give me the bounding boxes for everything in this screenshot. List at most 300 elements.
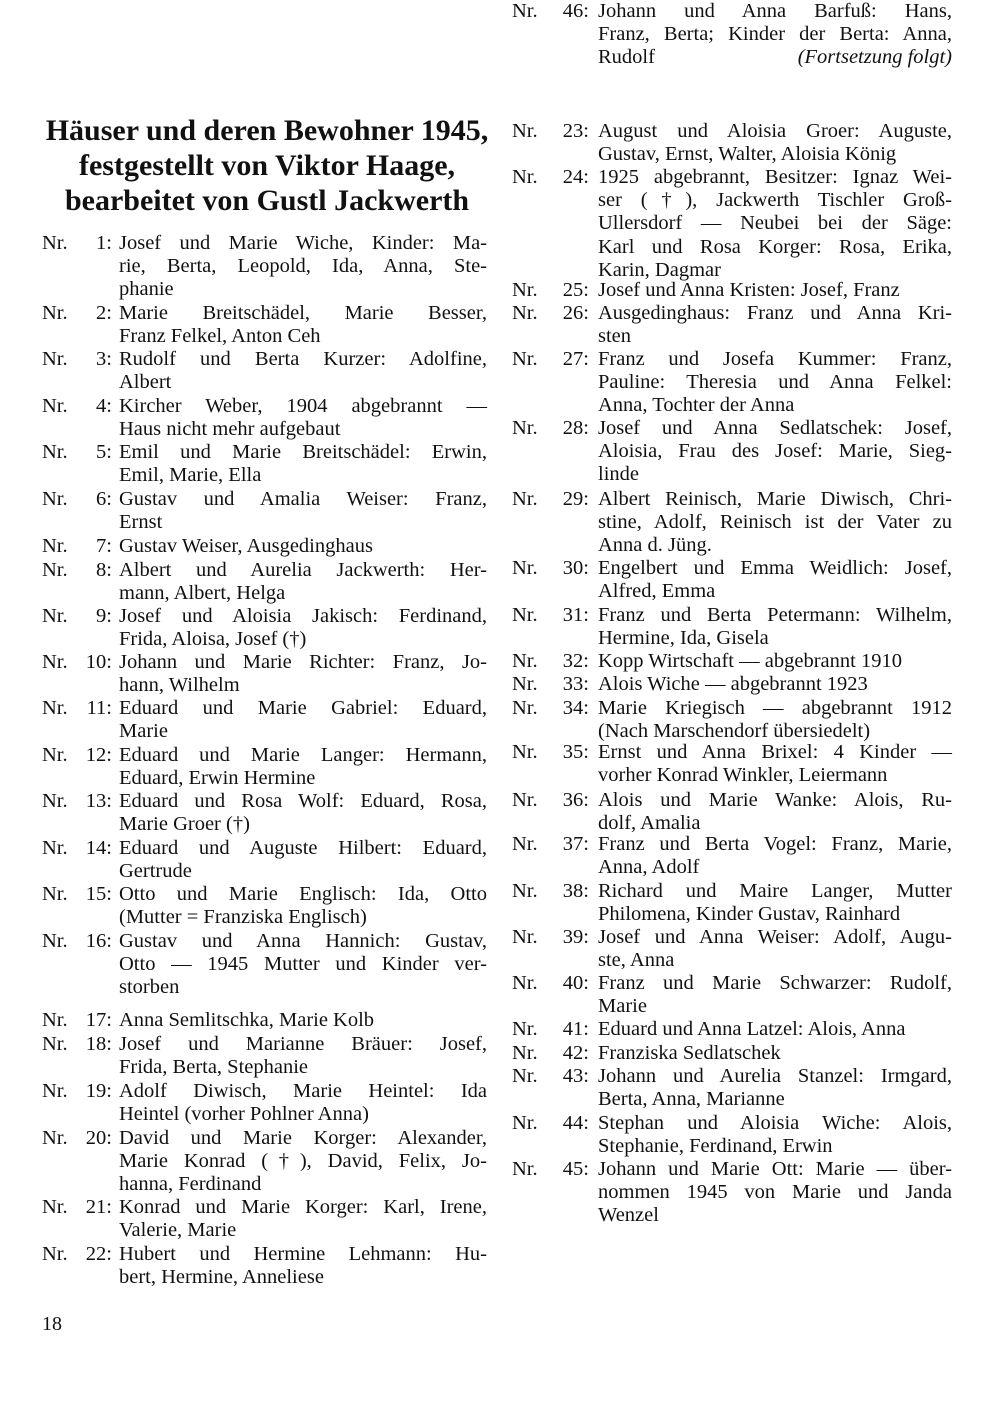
entry-house-number: 32:	[562, 650, 589, 672]
entry-line: storben	[119, 976, 180, 999]
entry-line: Eduard und Anna Latzel: Alois, Anna	[598, 1018, 906, 1040]
entry-house-number: 23:	[562, 120, 589, 142]
entry-house-number: 30:	[562, 557, 589, 579]
entry-line: Albert und Aurelia Jackwerth: Her-	[119, 559, 487, 581]
entry-house-number: 40:	[562, 972, 589, 994]
entry-line: Franziska Sedlatschek	[598, 1042, 781, 1064]
entry-number	[42, 1080, 112, 1126]
entry-line: Franz und Berta Vogel: Franz, Marie,	[598, 833, 952, 855]
entry-house-number: 34:	[562, 697, 589, 719]
entry-number	[42, 395, 112, 441]
entry-nr-label: Nr.	[42, 559, 68, 581]
page-title	[42, 113, 492, 218]
entry-line: Rudolf und Berta Kurzer: Adolfine,	[119, 348, 487, 370]
entry-text	[589, 348, 952, 418]
entry-line: ste, Anna	[598, 949, 675, 972]
entry-number	[42, 1033, 112, 1079]
list-item	[512, 1018, 952, 1041]
entry-line: Valerie, Marie	[119, 1219, 237, 1242]
list-item	[512, 972, 952, 1018]
entry-house-number: 10:	[85, 651, 112, 673]
entry-text	[112, 232, 487, 302]
entry-nr-label: Nr.	[512, 789, 538, 811]
entry-text	[589, 604, 952, 650]
list-item	[512, 0, 952, 70]
list-item	[42, 535, 487, 558]
entry-nr-label: Nr.	[42, 605, 68, 627]
entry-number	[42, 348, 112, 394]
entry-house-number: 46:	[562, 0, 589, 22]
entry-text	[112, 1080, 487, 1126]
entry-text	[112, 395, 487, 441]
page-number: 18	[42, 1313, 62, 1335]
entry-line: Eduard und Rosa Wolf: Eduard, Rosa,	[119, 790, 487, 812]
entry-number	[42, 790, 112, 836]
entry-nr-label: Nr.	[42, 348, 68, 370]
entry-line: (Mutter = Franziska Englisch)	[119, 906, 367, 929]
entry-line: Eduard und Marie Gabriel: Eduard,	[119, 697, 487, 719]
entry-text	[589, 302, 952, 348]
entry-number	[512, 741, 589, 787]
entry-line: Heintel (vorher Pohlner Anna)	[119, 1103, 369, 1126]
entry-line: Franz und Josefa Kummer: Franz,	[598, 348, 952, 370]
entry-house-number: 21:	[85, 1196, 112, 1218]
list-item	[512, 302, 952, 348]
entry-line: Ausgedinghaus: Franz und Anna Kri-	[598, 302, 952, 324]
entry-line: Josef und Anna Kristen: Josef, Franz	[598, 279, 900, 301]
entry-text	[589, 417, 952, 487]
entry-line: Stephan und Aloisia Wiche: Alois,	[598, 1112, 952, 1134]
entry-text	[112, 348, 487, 394]
entry-line: Gustav und Anna Hannich: Gustav,	[119, 930, 487, 952]
entry-house-number: 4:	[96, 395, 112, 417]
entry-line: Emil, Marie, Ella	[119, 464, 262, 487]
entry-text	[589, 741, 952, 787]
continuation-note: (Fortsetzung folgt)	[797, 46, 952, 69]
entry-line: Franz und Marie Schwarzer: Rudolf,	[598, 972, 952, 994]
entry-house-number: 20:	[85, 1127, 112, 1149]
list-item	[512, 741, 952, 787]
entry-nr-label: Nr.	[512, 972, 538, 994]
entry-number	[512, 120, 589, 166]
entry-line: 1925 abgebrannt, Besitzer: Ignaz Wei-	[598, 166, 952, 188]
entry-number	[512, 972, 589, 1018]
entry-nr-label: Nr.	[42, 1080, 68, 1102]
entry-line: Franz, Berta; Kinder der Berta: Anna,	[598, 23, 952, 46]
entry-house-number: 14:	[85, 837, 112, 859]
entry-house-number: 37:	[562, 833, 589, 855]
entry-line: Alfred, Emma	[598, 580, 716, 603]
entry-line: Johann und Aurelia Stanzel: Irmgard,	[598, 1065, 952, 1087]
entry-text	[589, 926, 952, 972]
entry-line: Josef und Marie Wiche, Kinder: Ma-	[119, 232, 487, 254]
entry-line: Eduard, Erwin Hermine	[119, 767, 316, 790]
entry-house-number: 41:	[562, 1018, 589, 1040]
list-item	[42, 1009, 487, 1032]
entry-house-number: 18:	[85, 1033, 112, 1055]
entry-line: Frida, Berta, Stephanie	[119, 1056, 309, 1079]
entry-number	[512, 417, 589, 487]
list-item	[42, 1127, 487, 1197]
entry-line: Marie Kriegisch — abgebrannt 1912	[598, 697, 952, 719]
list-item	[512, 1112, 952, 1158]
entry-number	[42, 535, 112, 558]
entry-house-number: 39:	[562, 926, 589, 948]
list-item	[42, 1196, 487, 1242]
entry-text	[589, 650, 952, 673]
entry-line: Karl und Rosa Korger: Rosa, Erika,	[598, 235, 952, 258]
entry-line: Kircher Weber, 1904 abgebrannt —	[119, 395, 487, 417]
entry-number	[42, 1196, 112, 1242]
entry-line: Aloisia, Frau des Josef: Marie, Sieg-	[598, 440, 952, 463]
entry-line: (Nach Marschendorf übersiedelt)	[598, 720, 871, 743]
entry-text	[112, 837, 487, 883]
entry-house-number: 3:	[96, 348, 112, 370]
entry-line: Hubert und Hermine Lehmann: Hu-	[119, 1243, 487, 1265]
entry-nr-label: Nr.	[42, 883, 68, 905]
entry-line: Johann und Marie Richter: Franz, Jo-	[119, 651, 487, 673]
entry-line: Marie	[598, 995, 647, 1018]
entry-nr-label: Nr.	[512, 741, 538, 763]
entry-nr-label: Nr.	[42, 930, 68, 952]
entry-text	[112, 883, 487, 929]
entry-line: Ullersdorf — Neubei bei der Säge:	[598, 212, 952, 235]
entry-line: Eduard und Marie Langer: Hermann,	[119, 744, 487, 766]
list-item	[42, 302, 487, 348]
entry-line: Franz Felkel, Anton Ceh	[119, 325, 321, 348]
entry-text	[112, 302, 487, 348]
entry-line: Rudolf	[598, 46, 655, 69]
entry-house-number: 36:	[562, 789, 589, 811]
entry-text	[112, 441, 487, 487]
list-item	[512, 1158, 952, 1228]
entry-house-number: 24:	[562, 166, 589, 188]
entry-line: Anna Semlitschka, Marie Kolb	[119, 1009, 375, 1031]
entry-text	[589, 557, 952, 603]
entry-text	[112, 535, 487, 558]
entry-line: Franz und Berta Petermann: Wilhelm,	[598, 604, 952, 626]
entry-line: phanie	[119, 278, 174, 301]
entry-number	[512, 1018, 589, 1041]
entry-nr-label: Nr.	[42, 837, 68, 859]
entry-line: Josef und Anna Sedlatschek: Josef,	[598, 417, 952, 439]
entry-text	[589, 166, 952, 282]
entry-number	[42, 744, 112, 790]
entry-nr-label: Nr.	[42, 1196, 68, 1218]
entry-text	[112, 559, 487, 605]
entry-number	[42, 488, 112, 534]
entry-house-number: 15:	[85, 883, 112, 905]
entry-nr-label: Nr.	[42, 395, 68, 417]
entry-number	[42, 930, 112, 1000]
list-item	[42, 837, 487, 883]
entry-line: Josef und Anna Weiser: Adolf, Augu-	[598, 926, 952, 948]
entry-line: Frida, Aloisa, Josef (†)	[119, 628, 307, 651]
entry-text	[589, 1042, 952, 1065]
entry-number	[512, 302, 589, 348]
entry-line: Gustav, Ernst, Walter, Aloisia König	[598, 143, 897, 166]
entry-house-number: 17:	[85, 1009, 112, 1031]
list-item	[42, 232, 487, 302]
entry-line: Haus nicht mehr aufgebaut	[119, 418, 341, 441]
entry-line: Alois Wiche — abgebrannt 1923	[598, 673, 868, 695]
entry-nr-label: Nr.	[512, 120, 538, 142]
entry-line: August und Aloisia Groer: Auguste,	[598, 120, 952, 142]
entry-line: Philomena, Kinder Gustav, Rainhard	[598, 903, 901, 926]
entry-line: Stephanie, Ferdinand, Erwin	[598, 1135, 833, 1158]
list-item	[42, 605, 487, 651]
entry-text	[112, 605, 487, 651]
entry-number	[512, 650, 589, 673]
entry-line: Adolf Diwisch, Marie Heintel: Ida	[119, 1080, 487, 1102]
entry-text	[112, 1196, 487, 1242]
entry-line: Emil und Marie Breitschädel: Erwin,	[119, 441, 487, 463]
entry-line: mann, Albert, Helga	[119, 582, 286, 605]
entry-nr-label: Nr.	[512, 0, 538, 22]
entry-number	[42, 232, 112, 302]
entry-number	[512, 1112, 589, 1158]
entry-text	[112, 1127, 487, 1197]
entry-house-number: 31:	[562, 604, 589, 626]
entry-line: vorher Konrad Winkler, Leiermann	[598, 764, 888, 787]
entry-house-number: 43:	[562, 1065, 589, 1087]
entry-house-number: 38:	[562, 880, 589, 902]
list-item	[512, 880, 952, 926]
list-item	[42, 883, 487, 929]
list-item	[512, 279, 952, 302]
entry-house-number: 1:	[96, 232, 112, 254]
entry-line: Hermine, Ida, Gisela	[598, 627, 769, 650]
entry-house-number: 25:	[562, 279, 589, 301]
entry-line: Marie Groer (†)	[119, 813, 250, 836]
entry-text	[112, 488, 487, 534]
entry-number	[42, 837, 112, 883]
entry-line: Albert	[119, 371, 172, 394]
entry-house-number: 16:	[85, 930, 112, 952]
entry-nr-label: Nr.	[42, 488, 68, 510]
entry-number	[512, 697, 589, 743]
entry-nr-label: Nr.	[512, 166, 538, 188]
entry-nr-label: Nr.	[512, 673, 538, 695]
entry-house-number: 8:	[96, 559, 112, 581]
list-item	[512, 673, 952, 696]
entry-house-number: 13:	[85, 790, 112, 812]
entry-nr-label: Nr.	[512, 697, 538, 719]
list-item	[42, 1243, 487, 1289]
entry-line: Johann und Marie Ott: Marie — über-	[598, 1158, 952, 1180]
entry-house-number: 29:	[562, 488, 589, 510]
entry-nr-label: Nr.	[42, 302, 68, 324]
entry-nr-label: Nr.	[512, 926, 538, 948]
list-item	[42, 488, 487, 534]
entry-line: Marie Breitschädel, Marie Besser,	[119, 302, 487, 324]
entry-house-number: 11:	[86, 697, 112, 719]
entry-nr-label: Nr.	[512, 1065, 538, 1087]
entry-house-number: 27:	[562, 348, 589, 370]
list-item	[42, 651, 487, 697]
entry-line: linde	[598, 463, 639, 486]
entry-house-number: 22:	[85, 1243, 112, 1265]
entry-text	[112, 697, 487, 743]
entry-nr-label: Nr.	[42, 1033, 68, 1055]
entry-house-number: 19:	[85, 1080, 112, 1102]
list-item	[512, 926, 952, 972]
entry-line: Kopp Wirtschaft — abgebrannt 1910	[598, 650, 902, 672]
entry-line: Eduard und Auguste Hilbert: Eduard,	[119, 837, 487, 859]
entry-text	[112, 1243, 487, 1289]
entry-line: Alois und Marie Wanke: Alois, Ru-	[598, 789, 952, 811]
entry-line: Otto — 1945 Mutter und Kinder ver-	[119, 953, 487, 976]
entry-number	[512, 1065, 589, 1111]
entry-text	[589, 880, 952, 926]
entry-number	[512, 0, 589, 70]
entry-nr-label: Nr.	[512, 1112, 538, 1134]
entry-text	[589, 1018, 952, 1041]
entry-nr-label: Nr.	[512, 279, 538, 301]
entry-house-number: 12:	[85, 744, 112, 766]
entry-nr-label: Nr.	[512, 417, 538, 439]
title-line-3: bearbeitet von Gustl Jackwerth	[64, 184, 470, 217]
entry-line: Gertrude	[119, 860, 192, 883]
entry-line: Josef und Marianne Bräuer: Josef,	[119, 1033, 487, 1055]
entry-nr-label: Nr.	[42, 697, 68, 719]
entry-number	[512, 673, 589, 696]
entry-line: sten	[598, 325, 632, 348]
entry-nr-label: Nr.	[42, 744, 68, 766]
entry-number	[512, 1042, 589, 1065]
entry-line: Pauline: Theresia und Anna Felkel:	[598, 371, 952, 394]
list-item	[512, 650, 952, 673]
list-item	[42, 790, 487, 836]
list-item	[512, 348, 952, 418]
entry-line: stine, Adolf, Reinisch ist der Vater zu	[598, 511, 952, 534]
entry-number	[512, 1158, 589, 1228]
entry-text	[589, 697, 952, 743]
entry-house-number: 42:	[562, 1042, 589, 1064]
entry-line: David und Marie Korger: Alexander,	[119, 1127, 487, 1149]
entry-number	[42, 697, 112, 743]
entry-house-number: 26:	[562, 302, 589, 324]
entry-line: Richard und Maire Langer, Mutter	[598, 880, 952, 902]
entry-number	[42, 651, 112, 697]
entry-line: Berta, Anna, Marianne	[598, 1088, 785, 1111]
entry-house-number: 9:	[96, 605, 112, 627]
entry-number	[42, 559, 112, 605]
list-item	[512, 1042, 952, 1065]
entry-nr-label: Nr.	[512, 488, 538, 510]
entry-house-number: 35:	[562, 741, 589, 763]
list-item	[512, 697, 952, 743]
entry-nr-label: Nr.	[512, 557, 538, 579]
list-item	[512, 488, 952, 558]
entry-number	[512, 880, 589, 926]
entry-line: Gustav und Amalia Weiser: Franz,	[119, 488, 487, 510]
entry-line: hann, Wilhelm	[119, 674, 240, 697]
entry-number	[512, 348, 589, 418]
list-item	[42, 930, 487, 1000]
list-item	[42, 744, 487, 790]
list-item	[512, 166, 952, 282]
entry-line: Johann und Anna Barfuß: Hans,	[598, 0, 952, 22]
list-item	[512, 120, 952, 166]
entry-line: rie, Berta, Leopold, Ida, Anna, Ste-	[119, 255, 487, 278]
list-item	[512, 557, 952, 603]
entry-line-with-note	[598, 46, 952, 69]
entry-house-number: 7:	[96, 535, 112, 557]
entry-line: Anna, Tochter der Anna	[598, 394, 795, 417]
entry-line: dolf, Amalia	[598, 812, 701, 835]
entry-line: Marie	[119, 720, 168, 743]
entry-house-number: 6:	[96, 488, 112, 510]
list-item	[42, 1080, 487, 1126]
entry-line: Anna, Adolf	[598, 856, 700, 879]
entry-nr-label: Nr.	[42, 1243, 68, 1265]
entry-line: Gustav Weiser, Ausgedinghaus	[119, 535, 373, 557]
entry-text	[589, 673, 952, 696]
entry-text	[589, 789, 952, 835]
entry-text	[589, 120, 952, 166]
entry-house-number: 33:	[562, 673, 589, 695]
entry-line: Ernst und Anna Brixel: 4 Kinder —	[598, 741, 952, 763]
entry-text	[589, 972, 952, 1018]
entry-number	[512, 488, 589, 558]
entry-line: Albert Reinisch, Marie Diwisch, Chri-	[598, 488, 952, 510]
list-item	[42, 1033, 487, 1079]
entry-text	[112, 1033, 487, 1079]
entry-nr-label: Nr.	[42, 1009, 68, 1031]
list-item	[42, 697, 487, 743]
entry-text	[589, 279, 952, 302]
entry-number	[512, 926, 589, 972]
entry-nr-label: Nr.	[42, 535, 68, 557]
entry-house-number: 5:	[96, 441, 112, 463]
entry-nr-label: Nr.	[42, 232, 68, 254]
entry-number	[42, 1127, 112, 1197]
entry-number	[512, 604, 589, 650]
entry-nr-label: Nr.	[512, 833, 538, 855]
list-item	[512, 1065, 952, 1111]
entry-text	[112, 744, 487, 790]
entry-number	[512, 557, 589, 603]
title-line-2: festgestellt von Viktor Haage,	[78, 149, 456, 182]
entry-nr-label: Nr.	[42, 790, 68, 812]
entry-number	[42, 605, 112, 651]
list-item	[42, 348, 487, 394]
entry-line: Konrad und Marie Korger: Karl, Irene,	[119, 1196, 487, 1218]
entry-line: Ernst	[119, 511, 163, 534]
entry-nr-label: Nr.	[42, 441, 68, 463]
entry-number	[42, 1243, 112, 1289]
entry-text	[589, 1112, 952, 1158]
entry-line: bert, Hermine, Anneliese	[119, 1266, 324, 1289]
entry-nr-label: Nr.	[512, 1158, 538, 1180]
entry-number	[512, 166, 589, 282]
entry-text	[589, 488, 952, 558]
list-item	[42, 395, 487, 441]
list-item	[512, 417, 952, 487]
entry-nr-label: Nr.	[512, 604, 538, 626]
entry-line: Engelbert und Emma Weidlich: Josef,	[598, 557, 952, 579]
entry-nr-label: Nr.	[512, 348, 538, 370]
entry-nr-label: Nr.	[512, 650, 538, 672]
entry-number	[42, 1009, 112, 1032]
entry-number	[512, 279, 589, 302]
entry-text	[112, 1009, 487, 1032]
entry-number	[42, 883, 112, 929]
entry-nr-label: Nr.	[512, 302, 538, 324]
entry-text	[589, 0, 952, 70]
entry-house-number: 28:	[562, 417, 589, 439]
